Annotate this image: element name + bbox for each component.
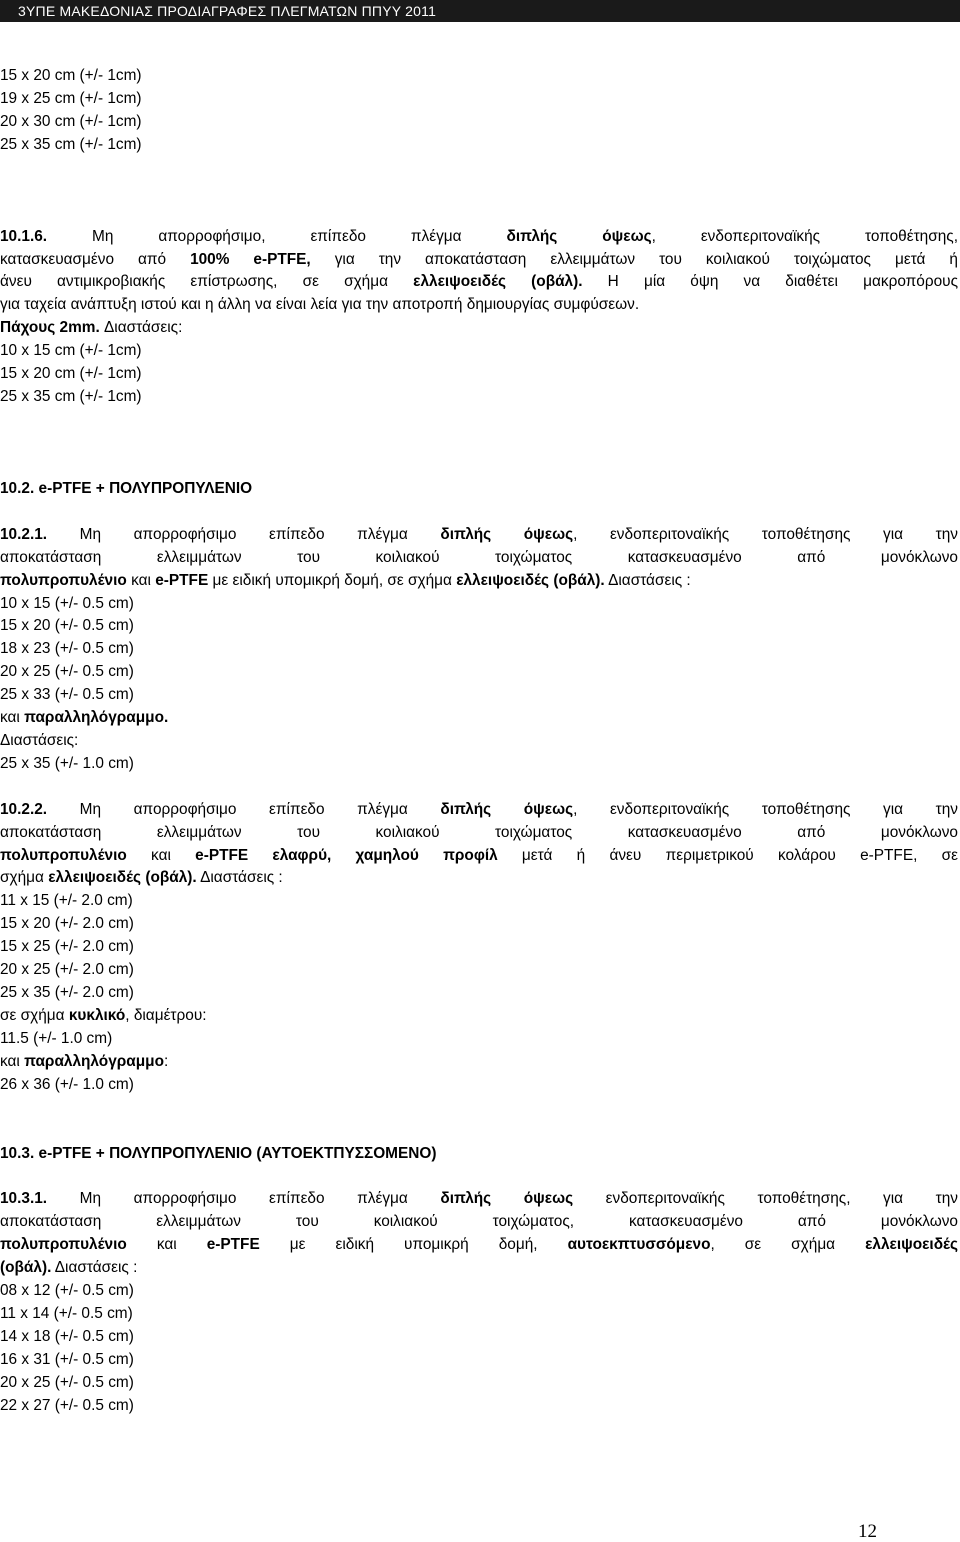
paragraph-line: Διαστάσεις: [0,731,79,749]
section-10-3-1 [0,1188,958,1417]
page-header [0,0,960,22]
dimension-line: 20 x 25 (+/- 0.5 cm) [0,1373,134,1391]
dimension-line: 20 x 25 (+/- 2.0 cm) [0,961,134,979]
dimension-line: 18 x 23 (+/- 0.5 cm) [0,640,134,658]
page-number: 12 [858,1521,877,1542]
paragraph-line: και παραλληλόγραμμο: [0,1052,169,1070]
paragraph-line: Πάχους 2mm. Διαστάσεις: [0,319,183,337]
dimension-line: 11 x 14 (+/- 0.5 cm) [0,1304,133,1322]
section-heading-10-2: 10.2. e-PTFE + ΠΟΛΥΠΡΟΠΥΛΕΝΙΟ [0,479,253,497]
dimension-line: 08 x 12 (+/- 0.5 cm) [0,1282,134,1300]
document-body [0,65,958,1418]
dimension-line: 10 x 15 (+/- 0.5 cm) [0,594,134,612]
dimensions-list-top [0,65,958,157]
dimension-line: 25 x 35 (+/- 2.0 cm) [0,984,134,1001]
item-number: 10.3.1. [0,1190,48,1208]
paragraph-line: αποκατάσταση ελλειμμάτων του κοιλιακού τοιχώματος, κατασκευασμένο από μονόκλωνο [0,1213,958,1231]
dimension-line: 15 x 20 (+/- 0.5 cm) [0,617,134,635]
paragraph-line: και παραλληλόγραμμο. [0,709,169,727]
dimension-line: 25 x 33 (+/- 0.5 cm) [0,686,134,704]
paragraph-line: για ταχεία ανάπτυξη ιστού και η άλλη να είναι λεία για την αποτροπή δημιουργίας συμφύσεων. [0,296,640,314]
item-number: 10.1.6. [0,227,48,245]
paragraph-line: πολυπροπυλένιο και e-PTFE ελαφρύ, χαμηλού προφίλ μετά ή άνευ περιμετρικού κολάρου e-PTFE, σε [0,846,958,864]
dimension-line: 15 x 20 (+/- 2.0 cm) [0,915,134,933]
item-number: 10.2.1. [0,525,48,543]
paragraph-line: κατασκευασμένο από 100% e-PTFE, για την αποκατάσταση ελλειμμάτων του κοιλιακού τοιχώματος μετά ή [0,250,958,268]
dimension-line: 15 x 20 cm (+/- 1cm) [0,67,142,84]
paragraph-line: 10.3.1. Μη απορροφήσιμο επίπεδο πλέγμα διπλής όψεως ενδοπεριτοναϊκής τοποθέτησης, για την [0,1190,958,1208]
dimension-line: 22 x 27 (+/- 0.5 cm) [0,1396,134,1414]
dimension-line: 10 x 15 cm (+/- 1cm) [0,342,142,360]
paragraph-line: (οβάλ). Διαστάσεις : [0,1259,138,1277]
item-number: 10.2.2. [0,800,48,818]
dimension-line: 20 x 30 cm (+/- 1cm) [0,112,142,130]
dimension-line: 14 x 18 (+/- 0.5 cm) [0,1327,134,1345]
dimension-line: 16 x 31 (+/- 0.5 cm) [0,1350,134,1368]
paragraph-line: 10.2.2. Μη απορροφήσιμο επίπεδο πλέγμα διπλής όψεως, ενδοπεριτοναϊκής τοποθέτησης για την [0,800,958,818]
dimension-line: 11.5 (+/- 1.0 cm) [0,1029,113,1047]
dimension-line: 26 x 36 (+/- 1.0 cm) [0,1075,134,1093]
dimension-line: 25 x 35 (+/- 1.0 cm) [0,754,134,772]
section-heading-10-3: 10.3. e-PTFE + ΠΟΛΥΠΡΟΠΥΛΕΝΙΟ (ΑΥΤΟΕΚΤΠΥΣΣΟΜΕΝΟ) [0,1144,437,1162]
section-10-2-1 [0,524,958,776]
paragraph-line: άνευ αντιμικροβιακής επίστρωσης, σε σχήμα ελλειψοειδές (οβάλ). Η μία όψη να διαθέτει μακροπόρους [0,273,959,291]
dimension-line: 25 x 35 cm (+/- 1cm) [0,387,142,405]
dimension-line: 25 x 35 cm (+/- 1cm) [0,135,142,153]
paragraph-line: πολυπροπυλένιο και e-PTFE με ειδική υπομικρή δομή, σε σχήμα ελλειψοειδές (οβάλ). Διαστάσεις : [0,571,691,589]
dimension-line: 20 x 25 (+/- 0.5 cm) [0,663,134,681]
paragraph-line: πολυπροπυλένιο και e-PTFE με ειδική υπομικρή δομή, αυτοεκπτυσσόμενο, σε σχήμα ελλειψοειδές [0,1236,958,1254]
paragraph-line: αποκατάσταση ελλειμμάτων του κοιλιακού τοιχώματος κατασκευασμένο από μονόκλωνο [0,823,958,841]
dimension-line: 15 x 25 (+/- 2.0 cm) [0,938,134,956]
paragraph-line: αποκατάσταση ελλειμμάτων του κοιλιακού τοιχώματος κατασκευασμένο από μονόκλωνο [0,548,958,566]
dimension-line: 11 x 15 (+/- 2.0 cm) [0,892,133,910]
section-10-2-2 [0,799,958,1097]
dimension-line: 19 x 25 cm (+/- 1cm) [0,89,142,107]
paragraph-line: σχήμα ελλειψοειδές (οβάλ). Διαστάσεις : [0,869,283,887]
paragraph-line: σε σχήμα κυκλικό, διαμέτρου: [0,1006,207,1024]
paragraph-line: 10.1.6. Μη απορροφήσιμο, επίπεδο πλέγμα διπλής όψεως, ενδοπεριτοναϊκής τοποθέτησης, [0,227,958,245]
section-10-1-6 [0,226,958,409]
dimension-line: 15 x 20 cm (+/- 1cm) [0,365,142,383]
header-title: 3ΥΠΕ ΜΑΚΕΔΟΝΙΑΣ ΠΡΟΔΙΑΓΡΑΦΕΣ ΠΛΕΓΜΑΤΩΝ ΠΠΥΥ 2011 [18,3,437,19]
paragraph-line: 10.2.1. Μη απορροφήσιμο επίπεδο πλέγμα διπλής όψεως, ενδοπεριτοναϊκής τοποθέτησης για την [0,525,958,543]
